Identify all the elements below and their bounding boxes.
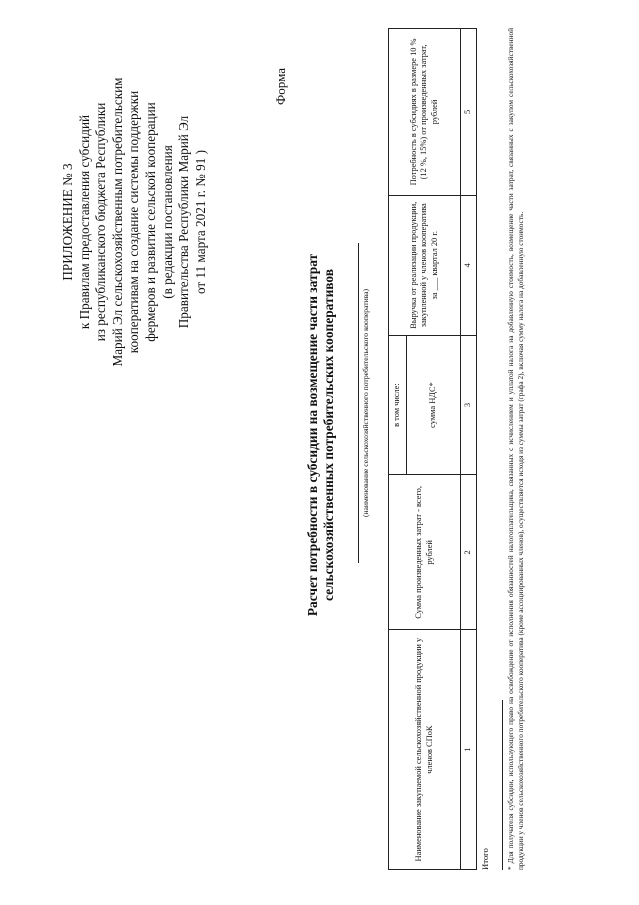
calculation-table: [388, 28, 477, 870]
header-total-costs: Сумма произведенных затрат - всего, рублей: [389, 475, 461, 630]
appendix-line: ПРИЛОЖЕНИЕ № 3: [60, 163, 75, 281]
organization-caption: (наименование сельскохозяйственного потребительского кооператива): [361, 288, 370, 518]
document-title: [305, 225, 337, 645]
column-number: 3: [461, 335, 477, 475]
organization-name-line: [358, 243, 359, 563]
appendix-line: от 11 марта 2021 г. № 91 ): [192, 149, 208, 295]
column-number: 2: [461, 475, 477, 630]
header-subsidy-need: Потребность в субсидиях в размере 10 % (12 %, 15%) от произведенных затрат, рублей: [389, 29, 461, 196]
total-label: Итого: [480, 848, 490, 870]
column-number: 4: [461, 195, 477, 335]
appendix-block: [60, 57, 209, 387]
appendix-line: Марий Эл сельскохозяйственным потребительским: [109, 77, 125, 367]
header-including: в том числе:: [389, 335, 407, 475]
appendix-line: к Правилам предоставления субсидий: [76, 114, 92, 330]
header-revenue: Выручка от реализации продукции, закупленной у членов кооператива за ___ квартал 20 г.: [389, 195, 461, 335]
appendix-line: из республиканского бюджета Республики: [93, 102, 109, 342]
footnote-text: * Для получателя субсидии, использующего право на освобождение от исполнения обязанностей налогоплательщика, связанных с исчислением и уплатой налога на добавленную стоимость, возмещение части затрат, связанных с закупом сельскохозяйственной продукции у членов сельскохозяйственного потребительского кооператива (кроме ассоциированных членов), осуществляется исходя из суммы затрат (графа 2), включая сумму налога на добавленную стоимость.: [506, 28, 525, 870]
appendix-line: фермеров и развитие сельской кооперации: [142, 102, 158, 342]
header-vat-amount: сумма НДС*: [407, 335, 461, 475]
appendix-line: Правительства Республики Марий Эл: [176, 115, 192, 329]
appendix-line: (в редакции постановления: [159, 145, 175, 299]
footnote-separator: [502, 700, 503, 870]
title-line-2: сельскохозяйственных потребительских кооперативов: [321, 268, 336, 602]
form-label: Форма: [273, 68, 288, 105]
title-line-1: Расчет потребности в субсидии на возмещение части затрат: [305, 253, 320, 617]
header-product-name: Наименование закупаемой сельскохозяйственной продукции у членов СПоК: [389, 630, 461, 870]
appendix-line: кооперативам на создание системы поддержки: [126, 90, 142, 354]
column-number: 1: [461, 630, 477, 870]
column-number: 5: [461, 29, 477, 196]
